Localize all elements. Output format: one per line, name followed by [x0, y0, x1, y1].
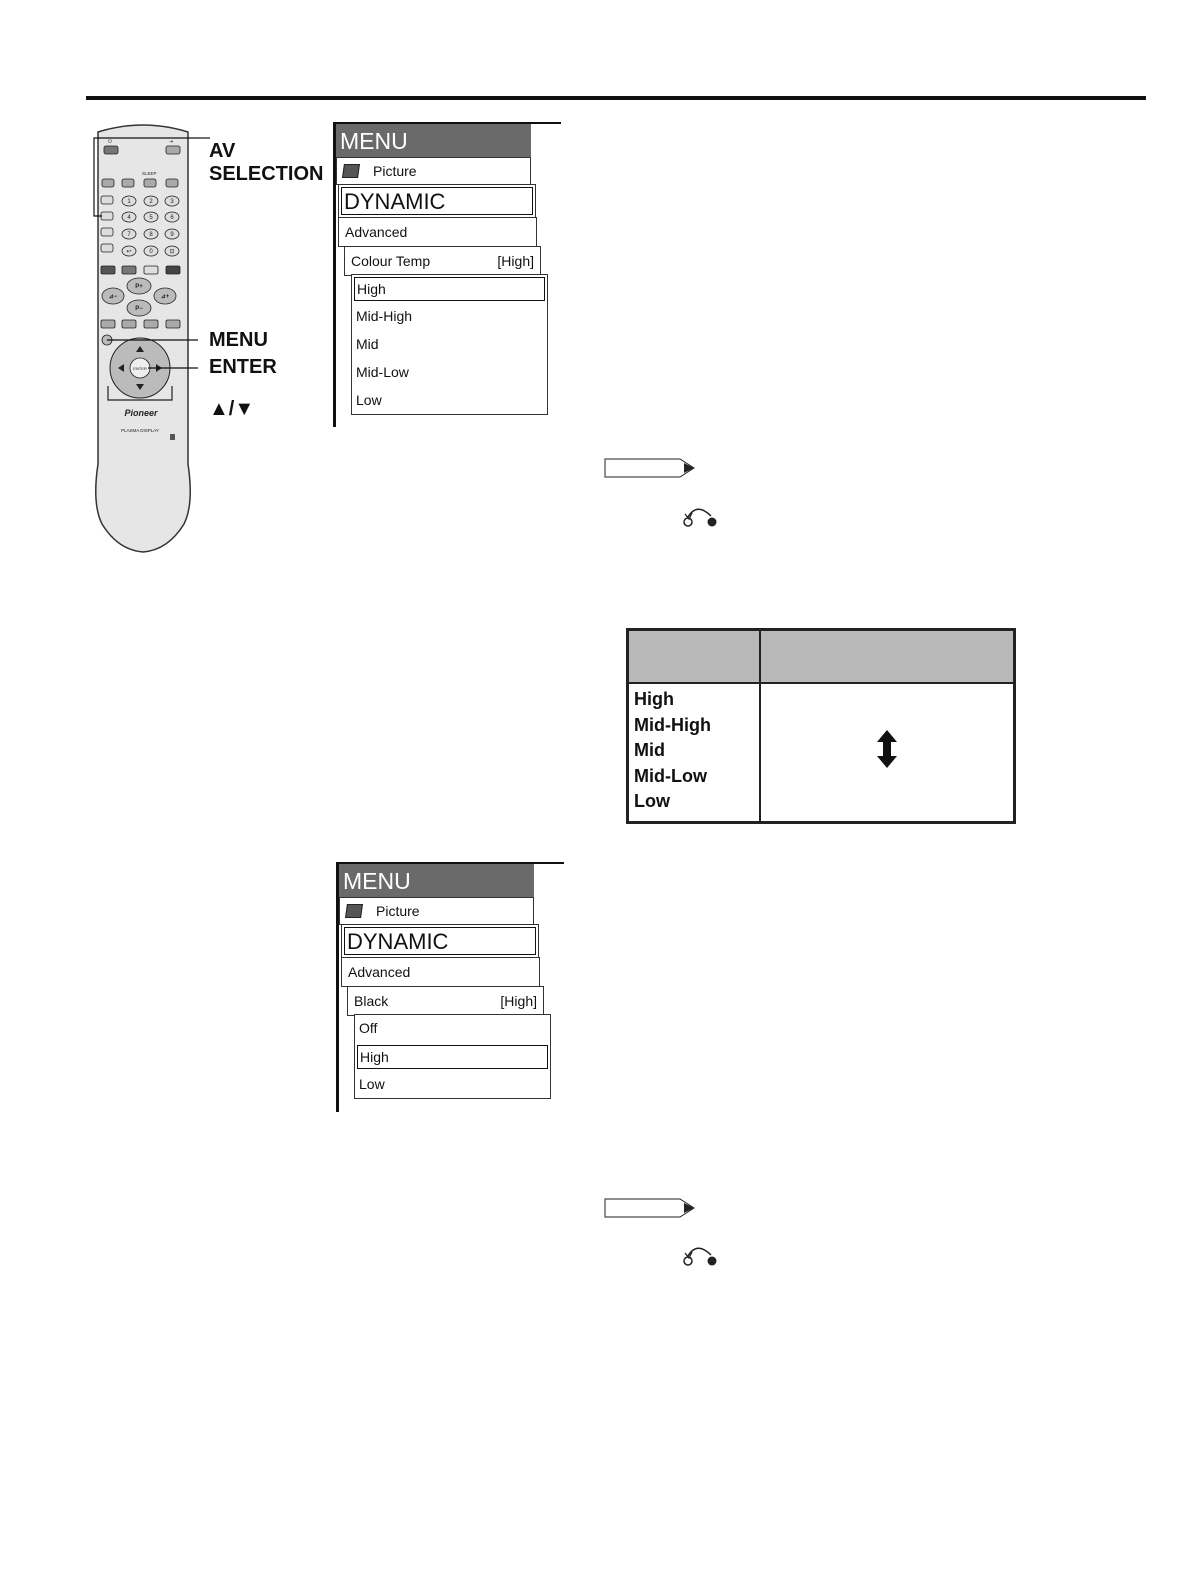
- remote-control-illustration: [88, 124, 198, 554]
- picture-icon: [342, 164, 360, 178]
- picture-label: Picture: [376, 903, 420, 919]
- picture-mode-selector[interactable]: [338, 184, 536, 218]
- menu-callout: MENU: [209, 329, 268, 351]
- advanced-menu-item[interactable]: Advanced: [341, 957, 540, 987]
- svg-text:⊿−: ⊿−: [108, 294, 118, 300]
- option-low[interactable]: Low: [356, 392, 382, 408]
- picture-menu-item[interactable]: [336, 157, 531, 185]
- picture-label: Picture: [373, 163, 417, 179]
- table-value: Mid-Low: [634, 765, 707, 786]
- svg-text:⊡: ⊡: [169, 249, 175, 255]
- table-column-divider: [759, 631, 761, 821]
- svg-text:4: 4: [127, 215, 131, 221]
- av-selection-leader-line: [198, 137, 210, 147]
- option-mid-high[interactable]: Mid-High: [356, 308, 413, 324]
- up-down-callout: ▲/▼: [209, 398, 255, 420]
- note-arrow-icon: [604, 458, 696, 478]
- black-label: Black: [354, 993, 389, 1009]
- brand-logo-text: Pioneer: [124, 408, 158, 418]
- av-selection-label-line1: AV: [209, 140, 236, 162]
- svg-text:8: 8: [149, 232, 153, 238]
- note-arrow-icon: [604, 1198, 696, 1218]
- av-selection-callout: [209, 140, 323, 186]
- svg-text:0: 0: [149, 249, 153, 255]
- program-up-key-label: P+: [135, 284, 143, 290]
- black-menu-panel: [336, 862, 568, 1112]
- return-icon: [681, 1241, 721, 1269]
- enter-callout: ENTER: [209, 356, 277, 378]
- colour-temp-table: [626, 628, 1016, 824]
- option-high[interactable]: High: [357, 1045, 548, 1069]
- return-icon: [681, 502, 721, 530]
- picture-icon: [345, 904, 363, 918]
- up-down-arrow-icon: [875, 729, 899, 769]
- table-values-column: [634, 687, 711, 815]
- colour-temp-label: Colour Temp: [351, 253, 431, 269]
- svg-text:9: 9: [170, 232, 174, 238]
- table-value: High: [634, 689, 674, 709]
- svg-text:⏻: ⏻: [108, 139, 112, 145]
- svg-text:1: 1: [127, 199, 131, 205]
- menu-header: MENU: [339, 864, 534, 898]
- colour-temp-menu-panel: [333, 122, 565, 427]
- option-mid-low[interactable]: Mid-Low: [356, 364, 409, 380]
- svg-text:3: 3: [170, 199, 174, 205]
- option-high[interactable]: High: [354, 277, 545, 301]
- colour-temp-options-list: [351, 274, 548, 415]
- black-setting[interactable]: [347, 986, 544, 1016]
- sleep-key-label: SLEEP: [142, 171, 157, 176]
- svg-text:5: 5: [149, 215, 153, 221]
- top-rule: [86, 96, 1146, 100]
- picture-mode-selector[interactable]: [341, 924, 539, 958]
- svg-text:⇥: ⇥: [169, 139, 174, 145]
- picture-mode-value: DYNAMIC: [341, 187, 533, 215]
- svg-text:↩: ↩: [126, 249, 132, 255]
- table-value: Mid-High: [634, 714, 711, 735]
- table-value: Mid: [634, 740, 665, 760]
- option-mid[interactable]: Mid: [356, 336, 379, 352]
- svg-text:7: 7: [127, 232, 131, 238]
- table-value: Low: [634, 791, 670, 811]
- program-down-key-label: P−: [135, 306, 143, 312]
- option-low[interactable]: Low: [359, 1076, 385, 1092]
- model-label: PLASMA DISPLAY: [121, 428, 159, 433]
- colour-temp-current-value: [High]: [497, 253, 534, 269]
- advanced-menu-item[interactable]: Advanced: [338, 217, 537, 247]
- enter-key-label: ENTER: [133, 366, 147, 371]
- table-header-row: [629, 631, 1013, 684]
- option-off[interactable]: Off: [359, 1020, 378, 1036]
- svg-text:2: 2: [149, 199, 153, 205]
- black-current-value: [High]: [500, 993, 537, 1009]
- svg-text:⊿+: ⊿+: [160, 294, 170, 300]
- colour-temp-setting[interactable]: [344, 246, 541, 276]
- picture-mode-value: DYNAMIC: [344, 927, 536, 955]
- menu-header: MENU: [336, 124, 531, 158]
- av-selection-label-line2: SELECTION: [209, 163, 324, 185]
- svg-text:6: 6: [170, 215, 174, 221]
- black-options-list: [354, 1014, 551, 1099]
- picture-menu-item[interactable]: [339, 897, 534, 925]
